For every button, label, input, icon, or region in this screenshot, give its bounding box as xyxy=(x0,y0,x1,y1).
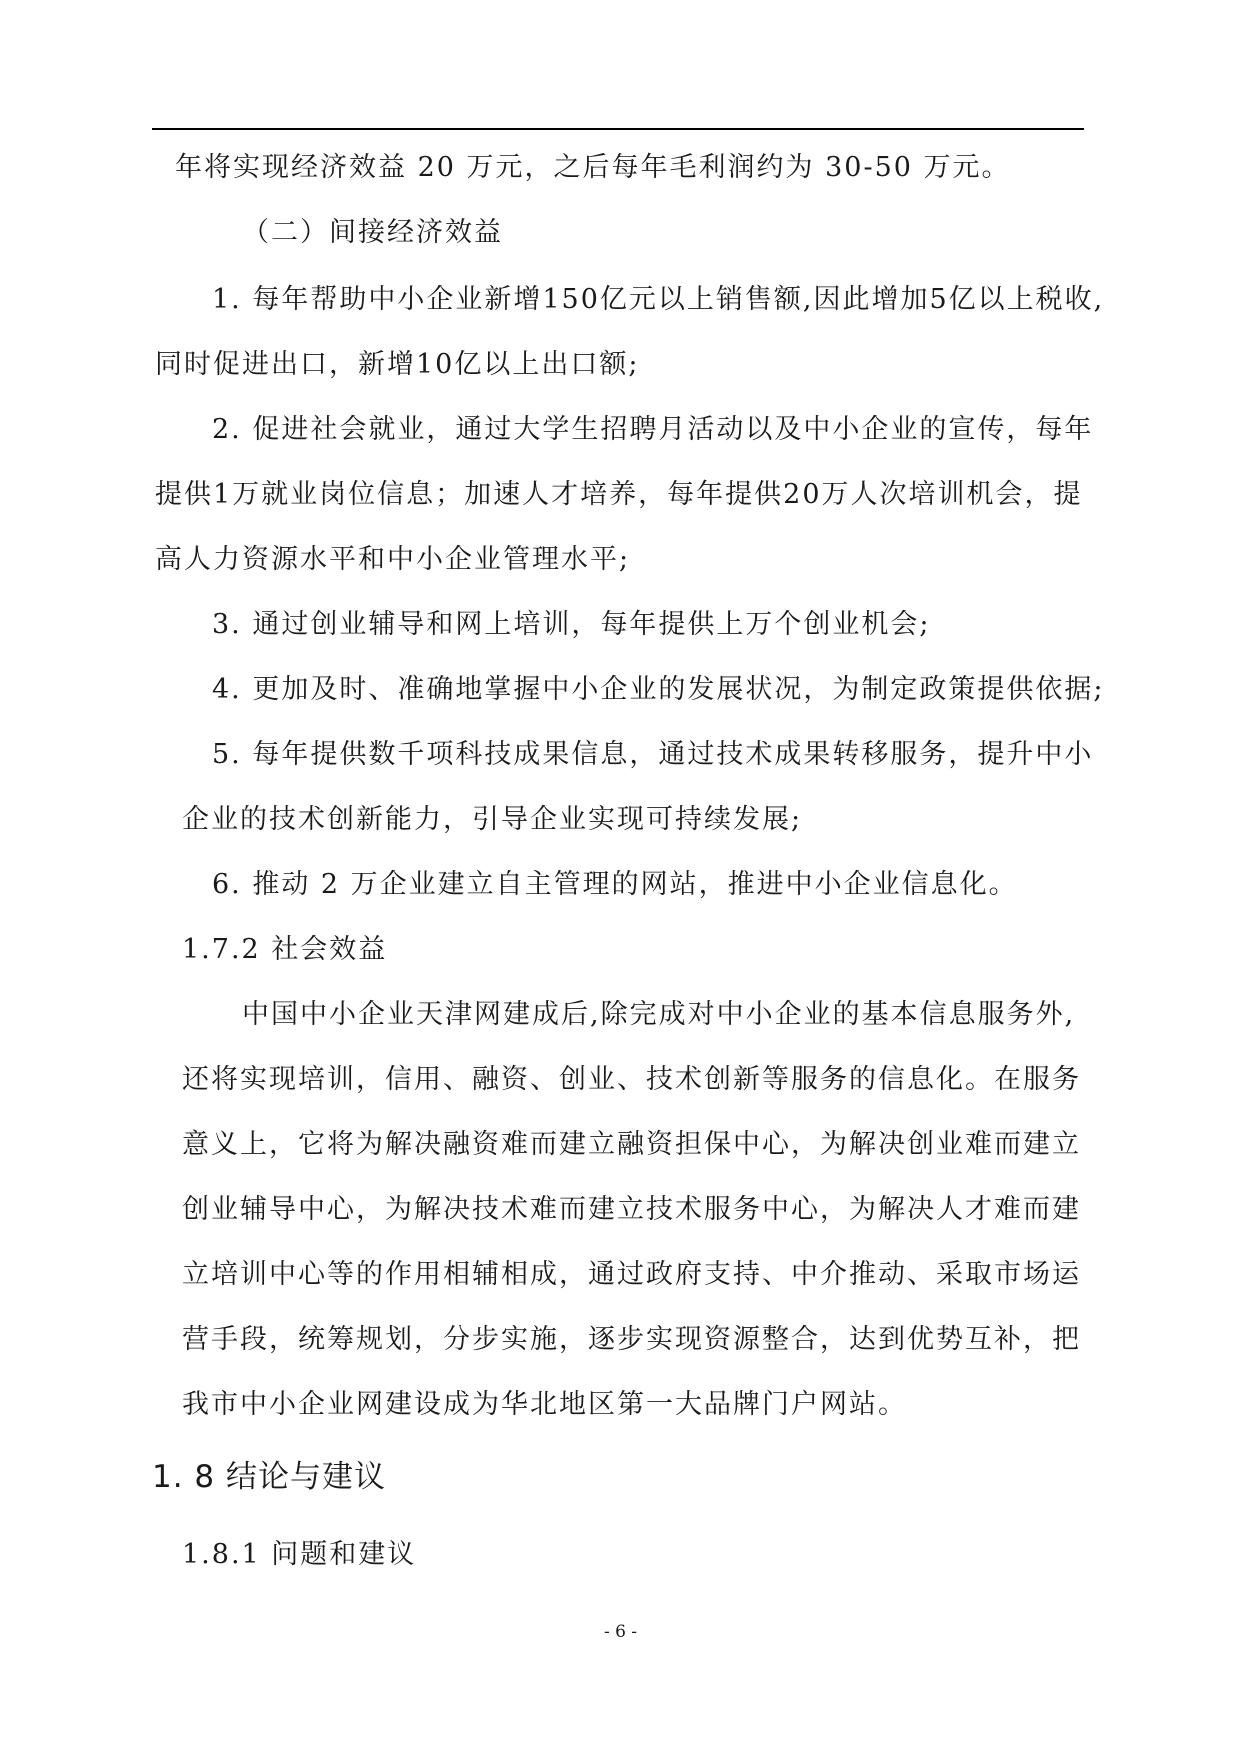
subheading: （二）间接经济效益 xyxy=(242,217,503,248)
list-item: 1. 每年帮助中小企业新增150亿元以上销售额,因此增加5亿以上税收, xyxy=(212,284,1105,315)
paragraph-line: 营手段，统筹规划，分步实施，逐步实现资源整合，达到优势互补，把 xyxy=(182,1324,1081,1355)
page-number: - 6 - xyxy=(603,1622,638,1642)
paragraph-line: 中国中小企业天津网建成后,除完成对中小企业的基本信息服务外, xyxy=(242,999,1076,1030)
paragraph-line: 立培训中心等的作用相辅相成，通过政府支持、中介推动、采取市场运 xyxy=(182,1259,1081,1290)
list-item: 4. 更加及时、准确地掌握中小企业的发展状况，为制定政策提供依据; xyxy=(212,674,1105,705)
list-item: 3. 通过创业辅导和网上培训，每年提供上万个创业机会; xyxy=(212,609,931,640)
text-line: 年将实现经济效益 20 万元，之后每年毛利润约为 30-50 万元。 xyxy=(175,152,1011,183)
text-line: 同时促进出口，新增10亿以上出口额; xyxy=(155,349,640,380)
list-item: 5. 每年提供数千项科技成果信息，通过技术成果转移服务，提升中小 xyxy=(212,739,1094,770)
paragraph-line: 创业辅导中心，为解决技术难而建立技术服务中心，为解决人才难而建 xyxy=(182,1194,1081,1225)
section-heading: 1. 8 结论与建议 xyxy=(152,1459,387,1495)
list-item: 6. 推动 2 万企业建立自主管理的网站，推进中小企业信息化。 xyxy=(212,869,1018,900)
text-line: 提供1万就业岗位信息；加速人才培养，每年提供20万人次培训机会，提 xyxy=(155,479,1083,510)
text-line: 企业的技术创新能力，引导企业实现可持续发展; xyxy=(182,804,803,835)
paragraph-line: 还将实现培训，信用、融资、创业、技术创新等服务的信息化。在服务 xyxy=(182,1064,1081,1095)
list-item: 2. 促进社会就业，通过大学生招聘月活动以及中小企业的宣传，每年 xyxy=(212,414,1094,445)
header-rule xyxy=(152,128,1084,130)
paragraph-line: 意义上，它将为解决融资难而建立融资担保中心，为解决创业难而建立 xyxy=(182,1129,1081,1160)
paragraph-line: 我市中小企业网建设成为华北地区第一大品牌门户网站。 xyxy=(182,1389,907,1420)
subsection-title: 1.7.2 社会效益 xyxy=(182,934,388,965)
text-line: 高人力资源水平和中小企业管理水平; xyxy=(155,544,631,575)
subsection-heading: 1.8.1 问题和建议 xyxy=(182,1539,417,1570)
